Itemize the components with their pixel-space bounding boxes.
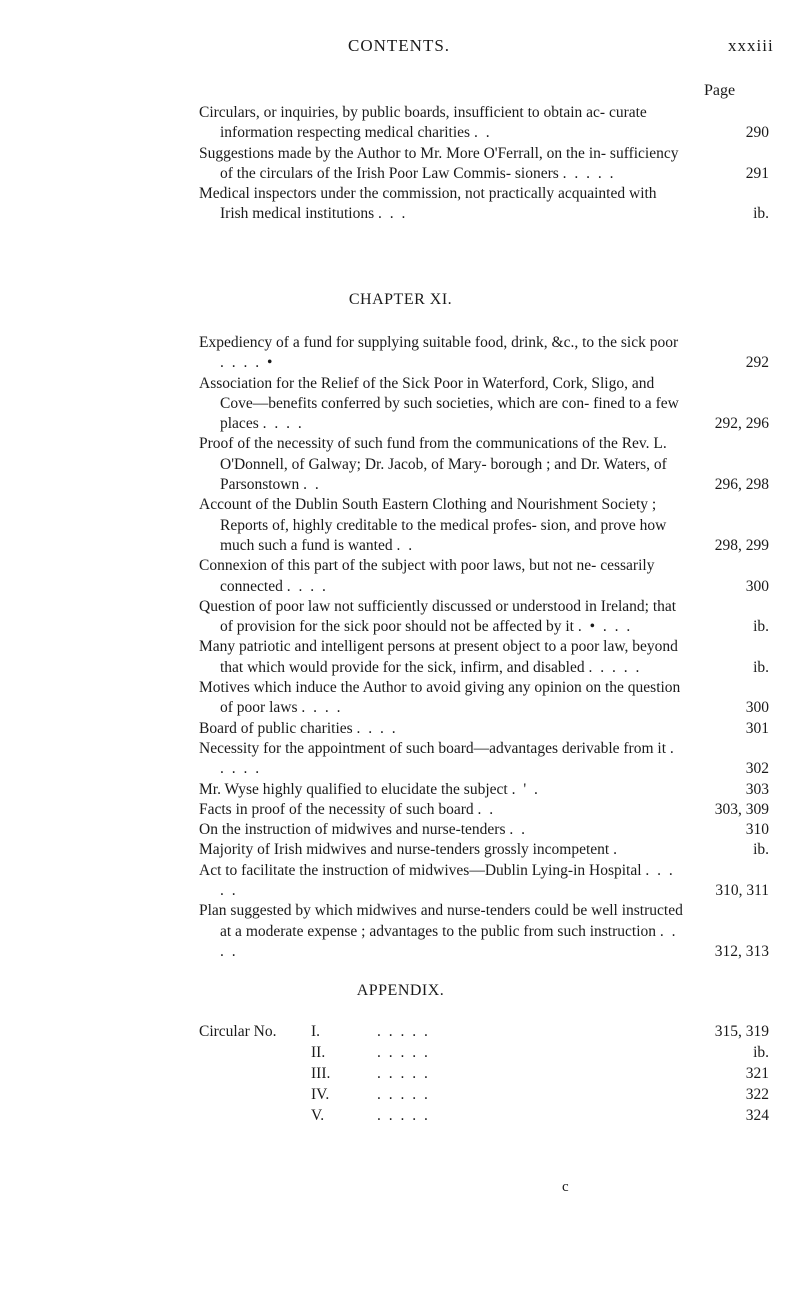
entry-page: 310, 311 (715, 882, 769, 900)
entry-page: 310 (745, 821, 769, 839)
contents-entry (199, 861, 769, 902)
entry-text: Mr. Wyse highly qualified to elucidate the subject (199, 780, 508, 798)
entry-text: Facts in proof of the necessity of such board (199, 800, 474, 818)
leader-dots: . . . . . (377, 1086, 430, 1103)
leader-dots: . (613, 841, 619, 859)
contents-entry (199, 556, 769, 597)
entry-page: 301 (745, 719, 769, 737)
entry-text: Majority of Irish midwives and nurse-tenders grossly incompetent (199, 841, 610, 859)
contents-entry (199, 184, 769, 225)
entry-page: 291 (745, 164, 769, 182)
circular-number: III. (311, 1065, 331, 1082)
entry-page: 292, 296 (714, 415, 769, 433)
leader-dots: . . . . . (220, 739, 676, 778)
entry-page: ib. (753, 841, 769, 859)
contents-entry (199, 780, 769, 800)
entry-page: ib. (753, 618, 769, 636)
running-head (0, 36, 801, 62)
leader-dots: . . . . . (377, 1044, 430, 1061)
leader-dots: . . . . . (377, 1065, 430, 1082)
entry-page: 324 (745, 1107, 769, 1124)
appendix-row (199, 1044, 769, 1064)
chapter-entries (199, 333, 769, 962)
contents-entry (199, 739, 769, 780)
entry-page: 315, 319 (714, 1023, 769, 1040)
appendix-heading: APPENDIX. (356, 982, 445, 999)
chapter-heading: CHAPTER XI. (348, 291, 453, 308)
contents-entry (199, 103, 769, 144)
entry-page: 303, 309 (714, 800, 769, 818)
leader-dots: . . . . (262, 415, 304, 433)
circular-number: II. (311, 1044, 326, 1061)
contents-top-section (199, 103, 769, 225)
contents-entry (199, 333, 769, 374)
signature-mark: c (562, 1179, 569, 1195)
entry-page: 300 (745, 577, 769, 595)
leader-dots: . . . . . (377, 1107, 430, 1124)
leader-dots: . . (509, 821, 527, 839)
entry-text: Circulars, or inquiries, by public boards, insufficient to obtain ac- curate information respecting medical charities (199, 104, 647, 142)
contents-entry (199, 637, 769, 678)
contents-entry (199, 719, 769, 739)
leader-dots: . . (303, 476, 321, 494)
page-column-label: Page (704, 82, 736, 99)
entry-text: Necessity for the appointment of such board—advantages derivable from it (199, 739, 667, 757)
contents-entry (199, 495, 769, 556)
leader-dots: . . . . . (220, 861, 675, 900)
leader-dots: . . . . . (377, 1023, 430, 1040)
contents-entry (199, 800, 769, 820)
entry-text: Medical inspectors under the commission, not practically acquainted with Irish medical institutions (199, 185, 657, 223)
leader-dots: . . (396, 536, 415, 554)
circular-number: IV. (311, 1086, 330, 1103)
leader-dots: . . (477, 800, 496, 818)
entry-page: 298, 299 (714, 536, 769, 554)
leader-dots: . . . . . (588, 658, 642, 676)
entry-page: 292 (745, 354, 769, 372)
entry-page: 322 (745, 1086, 769, 1103)
leader-dots: . . . (378, 205, 408, 223)
circular-number: I. (311, 1023, 321, 1040)
leader-dots: . . . . (301, 699, 343, 717)
entry-text: Association for the Relief of the Sick Poor in Waterford, Cork, Sligo, and Cove—benefits conferred by such societies, which are con- fined to a few places (199, 374, 679, 433)
entry-text: Plan suggested by which midwives and nurse-tenders could be well instructed at a moderate expense ; advantages to the public from such instruction (199, 902, 683, 940)
appendix-label: Circular No. (199, 1023, 277, 1040)
entry-page: 300 (745, 699, 769, 717)
entry-page: 312, 313 (714, 942, 769, 960)
entry-page: 302 (745, 760, 769, 778)
appendix-row (199, 1023, 769, 1043)
entry-text: Account of the Dublin South Eastern Clothing and Nourishment Society ; Reports of, highly creditable to the medical profes- sion, and prove how much such a fund is wanted (199, 496, 667, 554)
contents-entry (199, 144, 769, 185)
leader-dots: . . (473, 124, 492, 142)
running-title: CONTENTS. (348, 36, 451, 55)
leader-dots: . . . . (356, 719, 398, 737)
appendix-row (199, 1107, 769, 1127)
entry-page: 303 (745, 780, 769, 798)
entry-page: ib. (753, 1044, 769, 1061)
contents-entry (199, 374, 769, 435)
leader-dots: . . . . • (220, 354, 275, 372)
entry-text: Question of poor law not sufficiently discussed or understood in Ireland; that of provision for the sick poor should not be affected by it (199, 597, 677, 636)
contents-entry (199, 434, 769, 495)
appendix-row (199, 1086, 769, 1106)
entry-text: Board of public charities (199, 719, 353, 737)
contents-entry (199, 678, 769, 719)
entry-text: Proof of the necessity of such fund from the communications of the Rev. L. O'Donnell, of Galway; Dr. Jacob, of Mary- borough ; and Dr. Waters, of Parsonstown (199, 435, 667, 494)
entry-text: On the instruction of midwives and nurse-tenders (199, 821, 506, 839)
leader-dots: . ' . (511, 780, 540, 798)
entry-page: 296, 298 (714, 476, 769, 494)
leader-dots: . • . . . (577, 618, 633, 636)
contents-entry (199, 901, 769, 962)
appendix-row (199, 1065, 769, 1085)
contents-entry (199, 840, 769, 860)
entry-text: Expediency of a fund for supplying suitable food, drink, &c., to the sick poor (199, 334, 679, 351)
leader-dots: . . . . . (562, 164, 616, 182)
entry-page: 321 (745, 1065, 769, 1082)
entry-text: Suggestions made by the Author to Mr. More O'Ferrall, on the in- sufficiency of the circulars of the Irish Poor Law Commis- sioners (199, 144, 679, 182)
page-number: xxxiii (728, 36, 774, 55)
entry-text: Act to facilitate the instruction of midwives—Dublin Lying-in Hospital (199, 861, 642, 879)
circular-number: V. (311, 1107, 325, 1124)
leader-dots: . . . . (286, 577, 328, 595)
contents-entry (199, 597, 769, 638)
entry-text: Motives which induce the Author to avoid giving any opinion on the question of poor laws (199, 679, 681, 717)
entry-page: ib. (753, 658, 769, 676)
leader-dots: . . . . (220, 922, 678, 960)
entry-page: ib. (753, 205, 769, 223)
entry-page: 290 (745, 124, 769, 142)
entry-text: Many patriotic and intelligent persons at present object to a poor law, beyond that which would provide for the sick, infirm, and disabled (199, 638, 678, 676)
contents-entry (199, 820, 769, 840)
entry-text: Connexion of this part of the subject with poor laws, but not ne- cessarily connected (199, 557, 655, 595)
